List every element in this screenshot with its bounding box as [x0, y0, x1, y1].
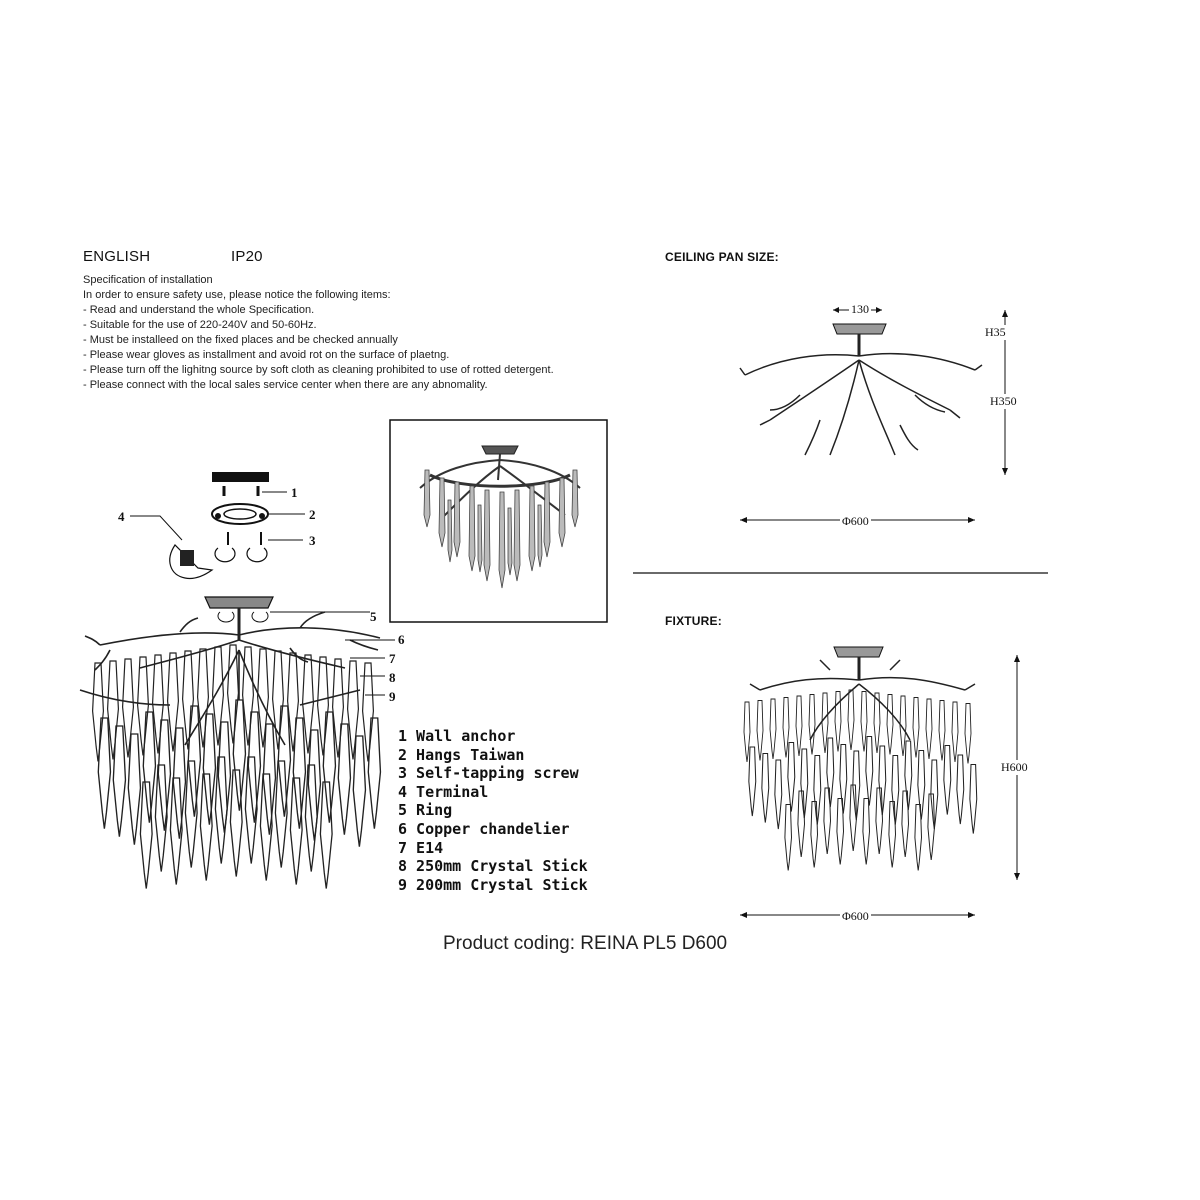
pan-width-label: 130 — [851, 302, 869, 316]
callout-1: 1 — [291, 485, 298, 500]
crystal-stick — [783, 698, 789, 758]
product-coding: Product coding: REINA PL5 D600 — [443, 933, 728, 954]
crystal-stick — [837, 799, 844, 865]
legend-item: 6 Copper chandelier — [398, 819, 570, 838]
crystal-stick — [775, 760, 782, 829]
crystal-stick — [273, 651, 284, 749]
crystal-stick — [811, 802, 818, 868]
legend-item: 8 250mm Crystal Stick — [398, 857, 588, 876]
crystal-stick — [822, 693, 828, 753]
spec-line: - Must be installeed on the fixed places and be checked annually — [83, 334, 398, 346]
crystal-stick — [905, 741, 912, 810]
terminal-block — [130, 516, 212, 578]
crystal-stick — [788, 743, 795, 812]
crystal-stick — [918, 751, 925, 820]
crystal-stick — [913, 698, 919, 758]
pan-height-label: H35 — [985, 325, 1006, 339]
legend-item: 9 200mm Crystal Stick — [398, 875, 588, 894]
crystal-stick — [200, 774, 212, 881]
crystal-stick — [128, 734, 140, 845]
crystal-stick — [203, 714, 215, 825]
crystal-stick — [757, 701, 763, 761]
fixture-title: FIXTURE: — [665, 614, 722, 628]
callout-6: 6 — [398, 632, 405, 647]
crystal-stick — [218, 722, 230, 833]
crystal-stick — [965, 704, 971, 764]
crystal-stick — [902, 791, 909, 857]
crystal-stick — [952, 702, 958, 762]
crystal-stick — [293, 718, 305, 829]
crystal-stick — [957, 755, 964, 824]
crystal-stick — [939, 701, 945, 761]
crystal-stick — [876, 788, 883, 854]
fixture-diagram — [740, 647, 1020, 918]
crystal-stick — [926, 699, 932, 759]
ceiling-diameter-label: Φ600 — [842, 514, 869, 528]
crystal-stick — [809, 695, 815, 755]
crystal-stick — [98, 718, 110, 829]
callout-8: 8 — [389, 670, 396, 685]
legend-item: 4 Terminal — [398, 782, 489, 801]
crystal-stick — [874, 693, 880, 753]
crystal-stick — [363, 663, 374, 761]
callout-9: 9 — [389, 689, 396, 704]
wall-anchor-plate — [212, 472, 287, 496]
crystal-stick — [113, 726, 125, 837]
crystal-stick — [944, 746, 951, 815]
legend-item: 2 Hangs Taiwan — [398, 745, 525, 764]
crystal-stick — [338, 724, 350, 835]
crystal-stick — [798, 791, 805, 857]
crystal-stick — [762, 754, 769, 823]
spec-line: - Read and understand the whole Specification. — [83, 304, 315, 316]
spec-title: Specification of installation — [83, 274, 213, 286]
crystal-stick — [889, 802, 896, 868]
crystal-stick — [863, 799, 870, 865]
ceiling-height-label: H350 — [990, 394, 1017, 408]
crystal-stick — [887, 695, 893, 755]
crystal-stick — [228, 645, 239, 743]
callout-2: 2 — [309, 507, 316, 522]
callout-4: 4 — [118, 509, 125, 524]
crystal-stick — [970, 765, 977, 834]
callout-5: 5 — [370, 609, 377, 624]
crystal-stick — [785, 805, 792, 871]
legend-item: 7 E14 — [398, 838, 444, 857]
crystal-stick — [138, 657, 149, 755]
crystal-stick — [848, 690, 854, 750]
crystal-stick — [840, 745, 847, 814]
crystal-stick — [93, 663, 104, 761]
crystal-stick — [915, 805, 922, 871]
fixture-diameter-label: Φ600 — [842, 909, 869, 923]
main-crystals — [93, 645, 381, 889]
legend-item: 3 Self-tapping screw — [398, 764, 579, 783]
crystal-stick — [233, 700, 245, 811]
callout-7: 7 — [389, 651, 396, 666]
crystal-stick — [744, 702, 750, 762]
crystal-stick — [749, 747, 756, 816]
hanging-bracket — [212, 504, 305, 524]
ip-rating-label: IP20 — [231, 248, 263, 265]
parts-legend — [398, 727, 588, 894]
crystal-stick — [318, 657, 329, 755]
ceiling-pan-diagram — [740, 307, 1008, 523]
crystal-stick — [308, 730, 320, 841]
crystal-stick — [866, 737, 873, 806]
crystal-stick — [353, 736, 365, 847]
spec-line: - Suitable for the use of 220-240V and 50-60Hz. — [83, 319, 317, 331]
spec-line: - Please wear gloves as installment and avoid rot on the surface of plaetng. — [83, 349, 450, 361]
spec-line: - Please connect with the local sales service center when there are any abnomality. — [83, 379, 488, 391]
crystal-stick — [827, 738, 834, 807]
crystal-stick — [323, 712, 335, 823]
crystal-stick — [861, 692, 867, 752]
fixture-crystals — [744, 690, 977, 871]
crystal-stick — [770, 699, 776, 759]
crystal-stick — [290, 778, 302, 885]
screws — [215, 532, 303, 562]
callout-3: 3 — [309, 533, 316, 548]
spec-line: - Please turn off the lighitng source by soft cloth as cleaning prohibited to use of rotted detergent. — [83, 364, 554, 376]
legend-item: 5 Ring — [398, 801, 453, 820]
crystal-stick — [796, 696, 802, 756]
ceiling-pan-title: CEILING PAN SIZE: — [665, 250, 779, 264]
crystal-stick — [835, 692, 841, 752]
crystal-stick — [368, 718, 380, 829]
fixture-height-label: H600 — [1001, 760, 1028, 774]
legend-item: 1 Wall anchor — [398, 727, 516, 745]
spec-line: In order to ensure safety use, please notice the following items: — [83, 289, 391, 301]
crystal-stick — [143, 712, 155, 823]
crystal-stick — [824, 788, 831, 854]
chandelier-photo — [420, 446, 580, 588]
language-label: ENGLISH — [83, 248, 151, 265]
